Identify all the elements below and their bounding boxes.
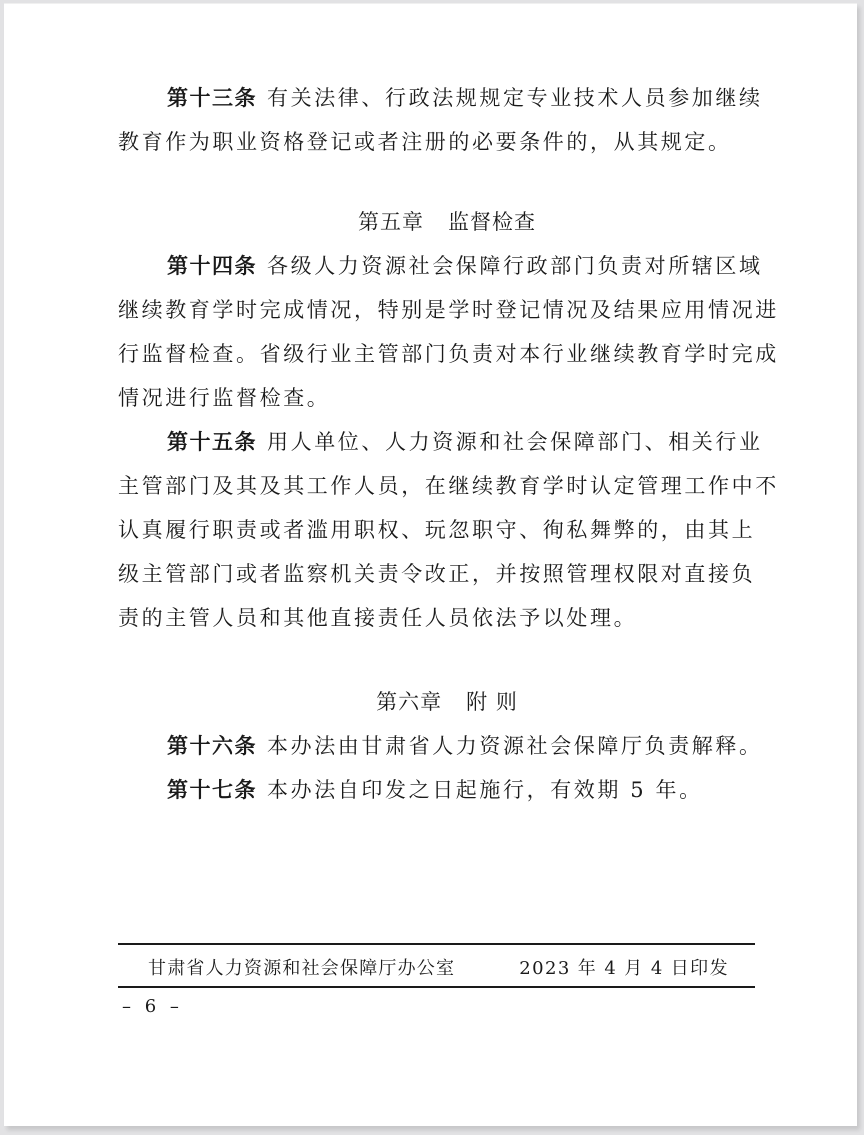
article-15: [118, 420, 779, 640]
article-line: 继续教育学时完成情况，特别是学时登记情况及结果应用情况进: [118, 298, 779, 322]
article-line: 行监督检查。省级行业主管部门负责对本行业继续教育学时完成: [118, 342, 779, 366]
article-line: 情况进行监督检查。: [118, 386, 331, 410]
article-line: [118, 76, 763, 120]
article-14: [118, 244, 779, 420]
article-text: 本办法由甘肃省人力资源社会保障厅负责解释。: [267, 734, 763, 758]
page-number: – 6 –: [122, 996, 183, 1017]
article-text: 用人单位、人力资源和社会保障部门、相关行业: [267, 430, 763, 454]
document-body: [118, 76, 779, 812]
article-number: 第十四条: [167, 254, 257, 278]
article-number: 第十三条: [167, 86, 257, 110]
article-text: 各级人力资源社会保障行政部门负责对所辖区域: [267, 254, 763, 278]
article-number: 第十七条: [167, 778, 257, 802]
spacer: [118, 164, 758, 200]
article-line: [118, 768, 758, 812]
footer-imprint: [118, 951, 755, 987]
article-line: 认真履行职责或者滥用职权、玩忽职守、徇私舞弊的，由其上: [118, 518, 756, 542]
chapter-title: 监督检查: [448, 210, 536, 234]
footer-top-rule: [118, 943, 755, 945]
chapter-title: 附 则: [466, 690, 518, 714]
document-page: [4, 3, 857, 1126]
article-line: 教育作为职业资格登记或者注册的必要条件的，从其规定。: [118, 130, 732, 154]
article-16: [118, 724, 763, 768]
chapter-number: 第五章: [358, 210, 424, 234]
issue-date: 2023 年 4 月 4 日印发: [519, 958, 729, 979]
article-line: 级主管部门或者监察机关责令改正，并按照管理权限对直接负: [118, 562, 756, 586]
chapter-heading-5: [118, 200, 758, 244]
chapter-number: 第六章: [376, 690, 443, 714]
footer-bottom-rule: [118, 986, 755, 988]
issuer-name: 甘肃省人力资源和社会保障厅办公室: [148, 958, 456, 979]
article-13: [118, 76, 763, 164]
article-text: 有关法律、行政法规规定专业技术人员参加继续: [267, 86, 763, 110]
article-line: [118, 244, 763, 288]
article-17: [118, 768, 758, 812]
article-number: 第十五条: [167, 430, 257, 454]
article-line: [118, 724, 763, 768]
article-line: 主管部门及其及其工作人员，在继续教育学时认定管理工作中不: [118, 474, 779, 498]
article-text: 本办法自印发之日起施行，有效期 5 年。: [267, 778, 703, 802]
spacer: [118, 640, 758, 680]
article-line: [118, 420, 763, 464]
article-number: 第十六条: [167, 734, 257, 758]
article-line: 责的主管人员和其他直接责任人员依法予以处理。: [118, 606, 638, 630]
chapter-heading-6: [118, 680, 758, 724]
